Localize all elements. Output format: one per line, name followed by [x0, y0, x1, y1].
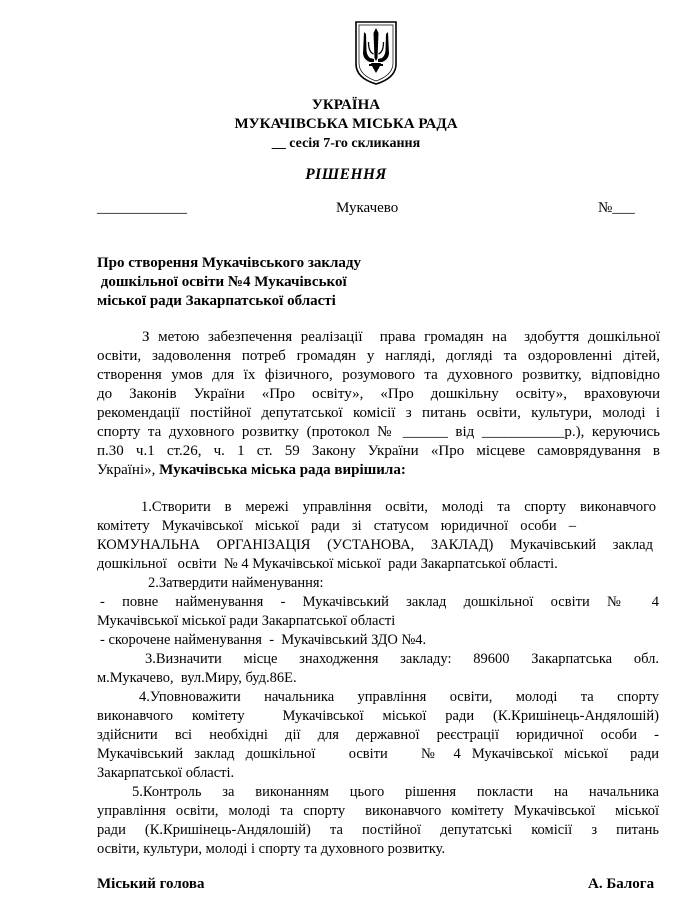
council-heading: МУКАЧІВСЬКА МІСЬКА РАДА: [234, 116, 458, 132]
preamble-line: створення умов для їх фізичного, розумового та духовного розвитку, відповідно: [97, 367, 660, 383]
item-3-line: 3.Визначити місце знаходження закладу: 89600 Закарпатська обл.: [145, 651, 659, 667]
country-heading: УКРАЇНА: [311, 97, 381, 113]
coat-of-arms-icon: [353, 20, 399, 86]
item-5-line: освіти, культури, молоді і спорту та духовного розвитку.: [97, 841, 446, 857]
city-name: Мукачево: [336, 200, 399, 216]
item-1-line: дошкільної освіти № 4 Мукачівської міської ради Закарпатської області.: [97, 556, 558, 572]
item-5-line: ради (К.Кришінець-Андялошій) та постійної депутатські комісії з питань: [97, 822, 659, 838]
date-blank: ____________: [97, 200, 187, 216]
resolution-phrase: Мукачівська міська рада вирішила:: [159, 462, 406, 478]
subject-line: Про створення Мукачівського закладу: [97, 255, 362, 271]
item-4-line: Закарпатської області.: [97, 765, 235, 781]
item-2-line: Мукачівської міської ради Закарпатської області: [97, 613, 396, 629]
item-1-line: 1.Створити в мережі управління освіти, молоді та спорту виконавчого: [141, 499, 656, 515]
decision-title: РІШЕННЯ: [305, 166, 387, 183]
item-4-line: 4.Уповноважити начальника управління освіти, молоді та спорту: [139, 689, 659, 705]
decision-number: №___: [598, 200, 635, 216]
item-5-line: управління освіти, молоді та спорту виконавчого комітету Мукачівської міської: [97, 803, 659, 819]
preamble-line: спорту та духовного розвитку (протокол № ______ від ___________р.), керуючись: [97, 424, 660, 440]
preamble-line: [97, 461, 406, 480]
signature-name: А. Балога: [588, 876, 655, 892]
item-5-line: 5.Контроль за виконанням цього рішення покласти на начальника: [132, 784, 659, 800]
item-4-line: виконавчого комітету Мукачівської міської ради (К.Кришінець-Андялошій): [97, 708, 659, 724]
session-heading: __ сесія 7-го скликання: [271, 136, 421, 151]
item-3-line: м.Мукачево, вул.Миру, буд.86Е.: [97, 670, 297, 686]
signature-title: Міський голова: [97, 876, 205, 892]
subject-line: дошкільної освіти №4 Мукачівської: [97, 274, 347, 290]
item-2-line: 2.Затвердити найменування:: [148, 575, 324, 591]
subject-line: міської ради Закарпатської області: [97, 293, 336, 309]
preamble-line: З метою забезпечення реалізації права громадян на здобуття дошкільної: [142, 329, 660, 345]
preamble-line: п.30 ч.1 ст.26, ч. 1 ст. 59 Закону України «Про місцеве самоврядування в: [97, 443, 660, 459]
preamble-line: рекомендації постійної депутатської комісії з питань освіти, культури, молоді і: [97, 405, 660, 421]
item-2-line: - скорочене найменування - Мукачівський ЗДО №4.: [100, 632, 427, 648]
item-2-line: - повне найменування - Мукачівський заклад дошкільної освіти № 4: [100, 594, 659, 610]
item-4-line: Мукачівський заклад дошкільної освіти № 4 Мукачівської міської ради: [97, 746, 659, 762]
item-4-line: здійснити всі необхідні дії для державної реєстрації юридичної особи -: [97, 727, 659, 743]
item-1-line: комітету Мукачівської міської ради зі статусом юридичної особи –: [97, 518, 576, 534]
preamble-line: до Законів України «Про освіту», «Про дошкільну освіту», враховуючи: [97, 386, 660, 402]
preamble-line: освіти, задоволення потреб громадян у нагляді, догляді та оздоровленні дітей,: [97, 348, 660, 364]
item-1-line: КОМУНАЛЬНА ОРГАНІЗАЦІЯ (УСТАНОВА, ЗАКЛАД) Мукачівський заклад: [97, 537, 653, 553]
preamble-text: Україні»,: [97, 462, 160, 478]
